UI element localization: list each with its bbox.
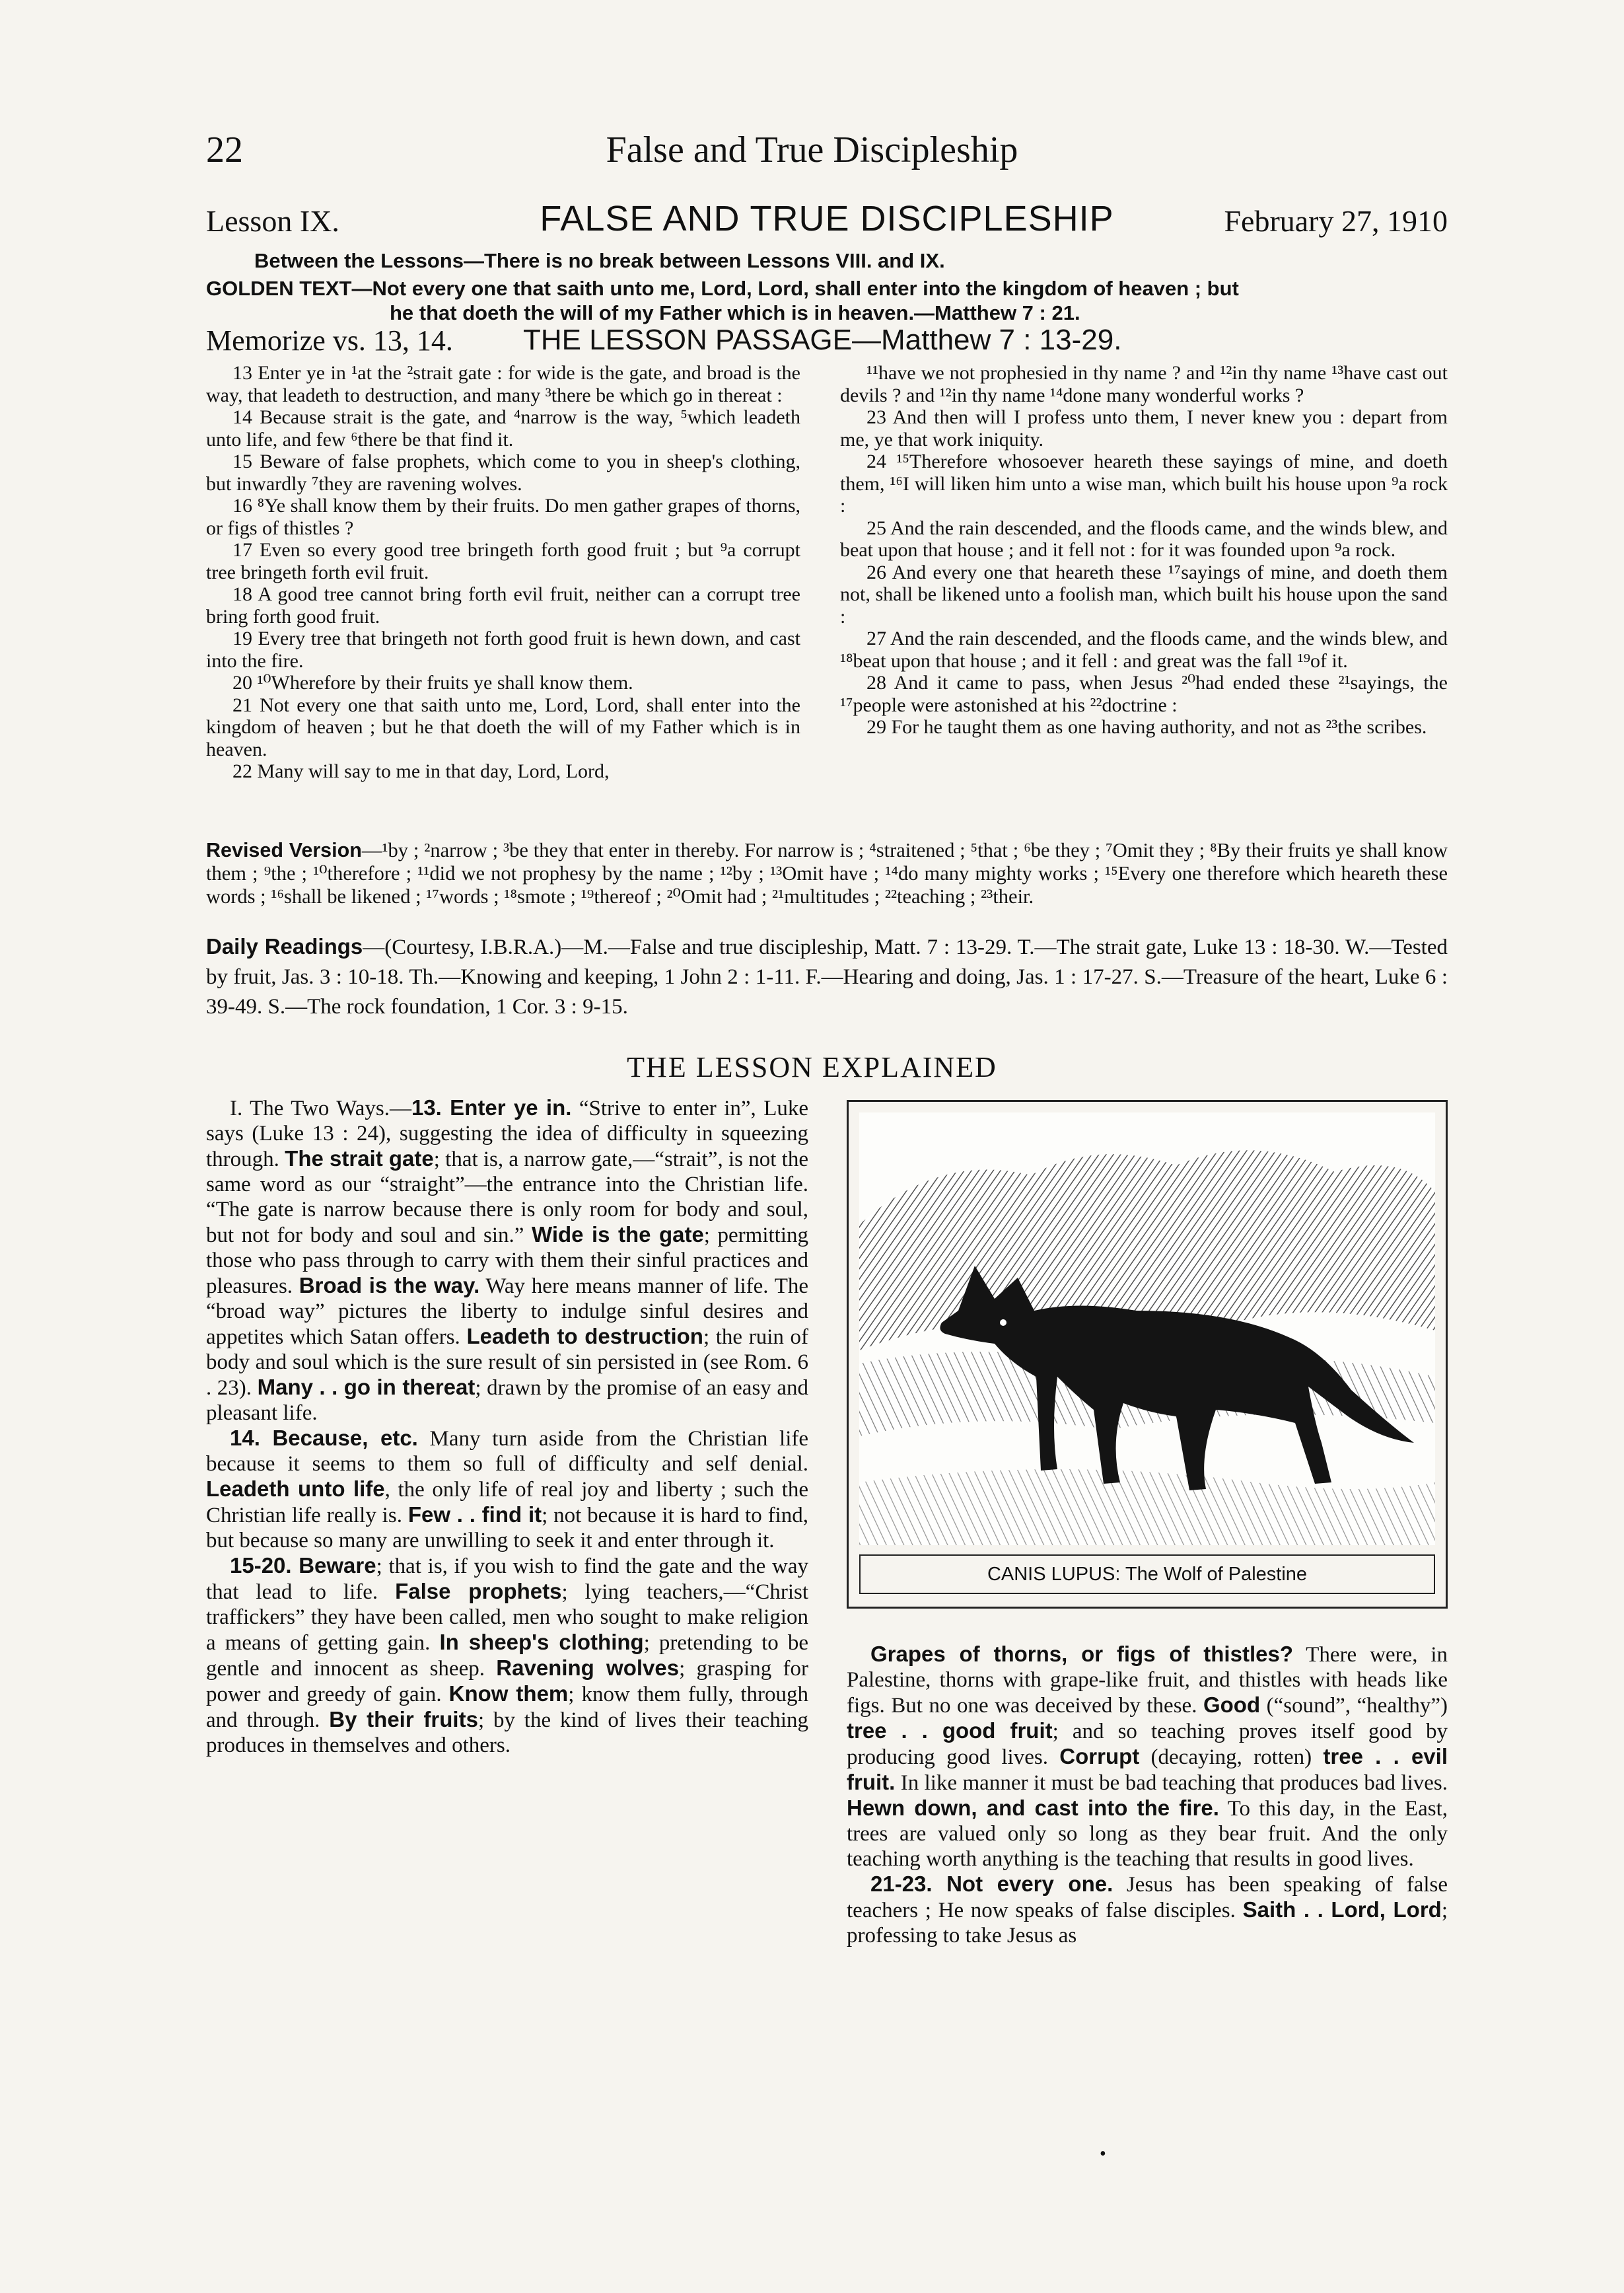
- figure-caption: CANIS LUPUS: The Wolf of Palestine: [859, 1554, 1435, 1594]
- phrase-heading: tree . . evil fruit.: [847, 1744, 1448, 1794]
- phrase-text: ; grasping for power and greedy of gain.: [206, 1657, 808, 1706]
- phrase-heading: By their fruits: [329, 1707, 478, 1731]
- golden-text-line-1: GOLDEN TEXT—Not every one that saith unto me, Lord, Lord, shall enter into the kingdom of heaven ; but: [206, 277, 1239, 300]
- phrase-text: ; know them fully, through and through.: [206, 1683, 809, 1732]
- passage-verse: 25 And the rain descended, and the floods came, and the winds blew, and beat upon that house ; and it fell not : for it was founded upon ⁹a rock.: [840, 517, 1448, 561]
- phrase-heading: Wide is the gate: [531, 1222, 704, 1247]
- passage-verse: 19 Every tree that bringeth not forth good fruit is hewn down, and cast into the fire.: [206, 628, 800, 672]
- wolf-figure: [847, 1100, 1448, 1609]
- golden-text-line-2: he that doeth the will of my Father which is in heaven.—Matthew 7 : 21.: [390, 301, 1080, 324]
- phrase-text: ; the ruin of body and soul which is the sure result of sin persisted in (see Rom. 6 . 23).: [206, 1325, 809, 1400]
- phrase-text: (“sound”, “healthy”): [1260, 1694, 1448, 1718]
- daily-readings: [206, 931, 1448, 1022]
- passage-verse: 18 A good tree cannot bring forth evil fruit, neither can a corrupt tree bring forth good fruit.: [206, 583, 800, 628]
- daily-readings-label: Daily Readings: [206, 934, 363, 959]
- phrase-text: ; pretending to be gentle and innocent as sheep.: [206, 1631, 808, 1681]
- passage-verse: 14 Because strait is the gate, and ⁴narrow is the way, ⁵which leadeth unto life, and few ⁶there be that find it.: [206, 406, 800, 451]
- passage-right-column: [840, 362, 1448, 739]
- revised-version-label: Revised Version: [206, 839, 362, 861]
- passage-heading: THE LESSON PASSAGE—Matthew 7 : 13-29.: [523, 324, 1122, 356]
- explanation-paragraph: [206, 1426, 808, 1553]
- phrase-heading: Few . . find it: [407, 1502, 542, 1527]
- passage-verse: 26 And every one that heareth these ¹⁷sayings of mine, and doeth them not, shall be likened unto a foolish man, which built his house upon the sand :: [840, 561, 1448, 628]
- lesson-explained-heading: THE LESSON EXPLAINED: [627, 1051, 997, 1083]
- running-title: False and True Discipleship: [606, 129, 1018, 170]
- phrase-text: Way here means manner of life. The “broad way” pictures the liberty to indulge sinful desires and appetites which Satan offers.: [206, 1274, 808, 1349]
- phrase-heading: Ravening wolves: [496, 1656, 680, 1680]
- phrase-heading: Good: [1203, 1692, 1261, 1717]
- phrase-heading: False prophets: [395, 1579, 562, 1603]
- lesson-title: FALSE AND TRUE DISCIPLESHIP: [540, 199, 1114, 238]
- passage-verse: 29 For he taught them as one having authority, and not as ²³the scribes.: [866, 716, 1427, 738]
- passage-verse: 20 ¹⁰Wherefore by their fruits ye shall know them.: [232, 672, 633, 694]
- phrase-heading: Know them: [448, 1681, 569, 1706]
- phrase-text: ; and so teaching proves itself good by producing good lives.: [847, 1720, 1448, 1769]
- passage-verse: 16 ⁸Ye shall know them by their fruits. Do men gather grapes of thorns, or figs of thistles ?: [206, 495, 800, 539]
- phrase-text: “Strive to enter in”, Luke says (Luke 13 : 24), suggesting the idea of difficulty in squeezing through.: [206, 1097, 809, 1171]
- explanation-paragraph: [206, 1095, 808, 1426]
- lesson-number: Lesson IX.: [206, 204, 339, 238]
- phrase-heading: Hewn down, and cast into the fire.: [847, 1796, 1219, 1820]
- phrase-text: There were, in Palestine, thorns with grape-like fruit, and thistles with heads like figs. But no one was deceived by these.: [847, 1643, 1448, 1718]
- phrase-heading: Grapes of thorns, or figs of thistles?: [870, 1642, 1293, 1666]
- explanation-right-column: [847, 1642, 1448, 1948]
- passage-verse: 13 Enter ye in ¹at the ²strait gate : for wide is the gate, and broad is the way, that leadeth to destruction, and many ³there be which go in thereat :: [206, 362, 800, 406]
- page-number: 22: [206, 129, 243, 170]
- passage-verse: 28 And it came to pass, when Jesus ²⁰had ended these ²¹sayings, the ¹⁷people were astonished at his ²²doctrine :: [840, 672, 1448, 716]
- daily-readings-text: —(Courtesy, I.B.R.A.)—M.—False and true discipleship, Matt. 7 : 13-29. T.—The strait gate, Luke 13 : 18-30. W.—Tested by fruit, Jas. 3 : 10-18. Th.—Knowing and keeping, 1 John 2 : 1-11. F.—Hearing and doing, Jas. 1 : 17-27. S.—Treasure of the heart, Luke 6 : 39-49. S.—The rock foundation, 1 Cor. 3 : 9-15.: [206, 935, 1448, 1019]
- between-lessons: Between the Lessons—There is no break between Lessons VIII. and IX.: [254, 249, 945, 272]
- phrase-heading: Broad is the way.: [299, 1273, 480, 1297]
- revised-version-text: —¹by ; ²narrow ; ³be they that enter in thereby. For narrow is ; ⁴straitened ; ⁵that ; ⁶be they ; ⁷Omit they ; ⁸By their fruits ye shall know them ; ⁹the ; ¹⁰therefore ; ¹¹did we not prophesy by the name ; ¹²by ; ¹³Omit have ; ¹⁴do many mighty works ; ¹⁵Every one therefore which heareth these words ; ¹⁶shall be likened ; ¹⁷words ; ¹⁸smote ; ¹⁹thereof ; ²⁰Omit had ; ²¹multitudes ; ²²teaching ; ²³their.: [206, 839, 1448, 908]
- phrase-text: ; by the kind of lives their teaching produces in themselves and others.: [206, 1708, 808, 1757]
- phrase-heading: Many . . go in thereat: [257, 1375, 476, 1399]
- phrase-text: ; that is, if you wish to find the gate and the way that lead to life.: [206, 1554, 808, 1604]
- explanation-paragraph: [847, 1872, 1448, 1948]
- passage-verse: 21 Not every one that saith unto me, Lord, Lord, shall enter into the kingdom of heaven ; but he that doeth the will of my Father which is in heaven.: [206, 694, 800, 760]
- phrase-heading: 15-20. Beware: [230, 1553, 376, 1578]
- phrase-text: ; drawn by the promise of an easy and pleasant life.: [206, 1376, 808, 1425]
- phrase-heading: Saith . . Lord, Lord: [1242, 1897, 1442, 1922]
- phrase-text: , the only life of real joy and liberty ; such the Christian life really is.: [206, 1478, 809, 1527]
- passage-verse: 23 And then will I profess unto them, I never knew you : depart from me, ye that work iniquity.: [840, 406, 1448, 451]
- passage-verse: 15 Beware of false prophets, which come to you in sheep's clothing, but inwardly ⁷they are ravening wolves.: [206, 451, 800, 495]
- phrase-text: ; permitting those who pass through to carry with them their sinful practices and pleasures.: [206, 1223, 808, 1298]
- phrase-heading: tree . . good fruit: [847, 1718, 1053, 1743]
- lesson-date: February 27, 1910: [1224, 204, 1448, 238]
- phrase-text: To this day, in the East, trees are valued only so long as they bear fruit. And the only teaching worth anything is the teaching that results in good lives.: [847, 1797, 1448, 1871]
- memorize-verses: Memorize vs. 13, 14.: [206, 324, 453, 357]
- bottom-mark: •: [1100, 2144, 1106, 2164]
- phrase-text: ; lying teachers,—“Christ traffickers” they have been called, men who sought to make religion a means of getting gain.: [206, 1580, 808, 1655]
- wolf-illustration: [859, 1112, 1435, 1545]
- explanation-left-column: [206, 1095, 808, 1758]
- passage-verse: 27 And the rain descended, and the floods came, and the winds blew, and ¹⁸beat upon that house ; and it fell : and great was the fall ¹⁹of it.: [840, 628, 1448, 672]
- phrase-text: ; that is, a narrow gate,—“strait”, is not the same word as our “straight”—the entrance into the Christian life. “The gate is narrow because there is only room for body and soul, but not for body and soul and sin.”: [206, 1147, 808, 1247]
- phrase-heading: 21-23. Not every one.: [870, 1872, 1113, 1896]
- phrase-heading: 14. Because, etc.: [230, 1426, 418, 1450]
- revised-version: [206, 839, 1448, 908]
- explanation-paragraph: [206, 1553, 808, 1758]
- lesson-header: [206, 198, 1448, 244]
- passage-verse: ¹¹have we not prophesied in thy name ? and ¹²in thy name ¹³have cast out devils ? and ¹²in thy name ¹⁴done many wonderful works ?: [840, 362, 1448, 406]
- phrase-heading: Leadeth unto life: [206, 1476, 385, 1501]
- passage-left-column: [206, 362, 800, 783]
- phrase-heading: In sheep's clothing: [439, 1630, 644, 1654]
- phrase-text: Many turn aside from the Christian life because it seems to them so full of difficulty and self denial.: [206, 1427, 808, 1476]
- phrase-text: I. The Two Ways.—: [230, 1097, 411, 1120]
- phrase-text: ; not because it is hard to find, but because so many are unwilling to seek it and enter through it.: [206, 1504, 808, 1552]
- phrase-text: (decaying, rotten): [1139, 1745, 1324, 1769]
- phrase-text: In like manner it must be bad teaching that produces bad lives.: [895, 1771, 1448, 1795]
- phrase-heading: 13. Enter ye in.: [411, 1095, 572, 1120]
- passage-verse: 17 Even so every good tree bringeth forth good fruit ; but ⁹a corrupt tree bringeth forth evil fruit.: [206, 539, 800, 583]
- explanation-paragraph: [847, 1642, 1448, 1872]
- phrase-heading: Leadeth to destruction: [466, 1324, 703, 1348]
- phrase-text: Jesus has been speaking of false teachers ; He now speaks of false disciples.: [847, 1873, 1448, 1922]
- phrase-heading: The strait gate: [285, 1146, 434, 1171]
- passage-verse: 22 Many will say to me in that day, Lord, Lord,: [232, 760, 610, 782]
- phrase-heading: Corrupt: [1059, 1744, 1140, 1768]
- phrase-text: ; professing to take Jesus as: [847, 1899, 1448, 1947]
- passage-verse: 24 ¹⁵Therefore whosoever heareth these sayings of mine, and doeth them, ¹⁶I will liken him unto a wise man, which built his house upon ⁹a rock :: [840, 451, 1448, 517]
